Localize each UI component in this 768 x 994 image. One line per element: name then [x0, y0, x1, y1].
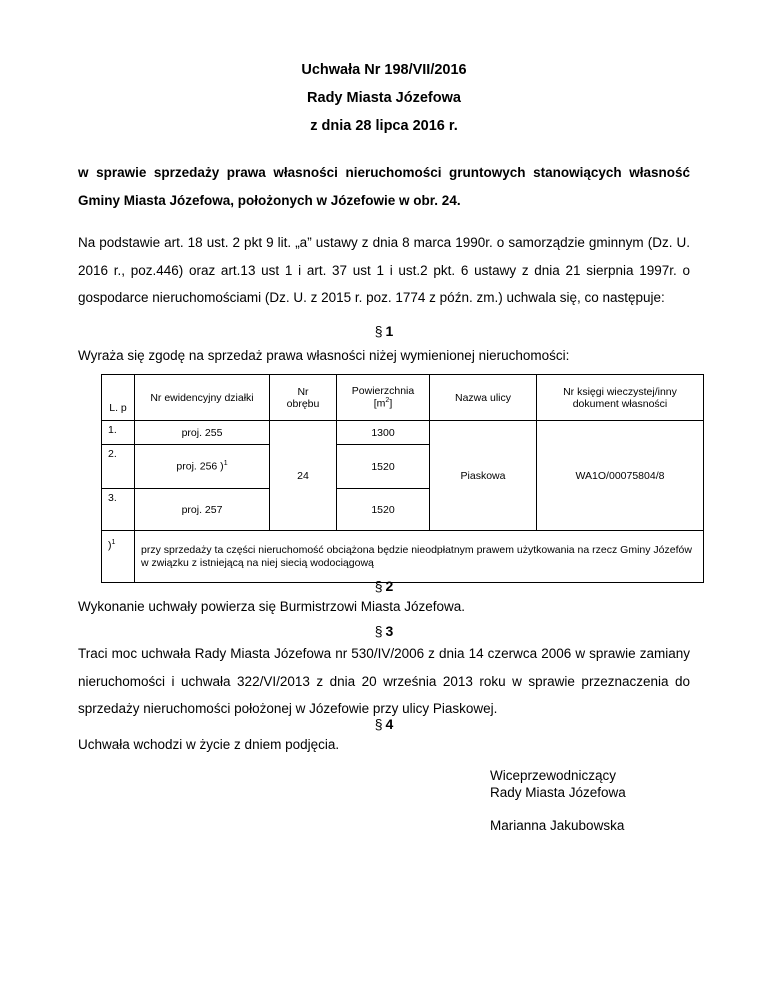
section-4-number: 4 — [385, 716, 394, 732]
precinct-cell: 24 — [270, 421, 337, 531]
row-lp: 2. — [102, 445, 135, 489]
section-3-heading: § 3 — [374, 623, 394, 639]
row-lp: 3. — [102, 489, 135, 531]
row-area: 1300 — [337, 421, 430, 445]
preamble: Na podstawie art. 18 ust. 2 pkt 9 lit. „a” ustawy z dnia 8 marca 1990r. o samorządzie gminnym (Dz. U. 2016 r., poz.446) oraz art.13 ust 1 i art. 37 ust 1 i ust.2 pkt. 6 ustawy z dnia 21 sierpnia 1997r. o gospodarce nieruchomościami (Dz. U. z 2015 r. poz. 1774 z późn. zm.) uchwala się, co następuje: — [78, 235, 690, 305]
footnote-row — [102, 531, 704, 583]
table-row — [102, 421, 704, 445]
header-parcel: Nr ewidencyjny działki — [135, 375, 270, 421]
council-name: Rady Miasta Józefowa — [307, 90, 461, 106]
footnote-text: przy sprzedaży ta części nieruchomość obciążona będzie nieodpłatnym prawem użytkowania na rzecz Gminy Józefów w związku z istniejącą na niej siecią wodociągową — [135, 531, 704, 583]
footnote-mark: )$^1$ — [102, 531, 135, 583]
section-1-text: Wyraża się zgodę na sprzedaż prawa własności niżej wymienionej nieruchomości: — [78, 348, 570, 363]
header-area-unit: $[m^2]$ — [373, 397, 393, 410]
section-3-number: 3 — [385, 623, 394, 639]
header-book-line1: Nr księgi wieczystej/inny — [563, 385, 677, 398]
resolution-subject: w sprawie sprzedaży prawa własności nieruchomości gruntowych stanowiących własność Gminy Miasta Józefowa, położonych w Józefowie w obr. 24. — [78, 165, 690, 208]
signatory-name: Marianna Jakubowska — [490, 818, 625, 833]
row-parcel: proj. 257 — [135, 489, 270, 531]
section-4-heading: § 4 — [374, 716, 394, 732]
row-parcel: proj. 255 — [135, 421, 270, 445]
header-precinct-line2: obrębu — [286, 397, 320, 410]
section-2-text: Wykonanie uchwały powierza się Burmistrzowi Miasta Józefowa. — [78, 599, 466, 614]
resolution-date: z dnia 28 lipca 2016 r. — [310, 118, 458, 134]
header-lp: L. p — [102, 375, 135, 421]
property-table — [101, 374, 704, 583]
section-2-number: 2 — [385, 578, 394, 594]
section-4-text: Uchwała wchodzi w życie z dniem podjęcia. — [78, 737, 340, 752]
resolution-number: Uchwała Nr 198/VII/2016 — [301, 62, 467, 78]
row-area: 1520 — [337, 489, 430, 531]
header-book — [537, 375, 704, 421]
header-street: Nazwa ulicy — [430, 375, 537, 421]
street-cell: Piaskowa — [430, 421, 537, 531]
signatory-title-line1: Wiceprzewodniczący — [490, 768, 617, 783]
section-2-heading: § 2 — [374, 578, 394, 594]
table-header-row — [102, 375, 704, 421]
section-1-heading — [0, 323, 768, 339]
header-precinct-line1: Nr — [297, 385, 309, 398]
row-area: 1520 — [337, 445, 430, 489]
row-lp: 1. — [102, 421, 135, 445]
signatory-title-line2: Rady Miasta Józefowa — [490, 785, 626, 800]
header-area-line1: Powierzchnia — [351, 385, 415, 398]
header-area — [337, 375, 430, 421]
section-symbol: § — [374, 323, 383, 339]
section-1-number: 1 — [385, 323, 394, 339]
header-precinct — [270, 375, 337, 421]
header-book-line2: dokument własności — [572, 397, 668, 410]
row-parcel: proj. 256 )$^1$ — [135, 445, 270, 489]
book-cell: WA1O/00075804/8 — [537, 421, 704, 531]
section-3-text: Traci moc uchwała Rady Miasta Józefowa nr 530/IV/2006 z dnia 14 czerwca 2006 w sprawie zamiany nieruchomości i uchwała 322/VI/2013 z dnia 20 września 2013 roku w sprawie przeznaczenia do sprzedaży nieruchomości położonej w Józefowie przy ulicy Piaskowej. — [78, 646, 690, 716]
